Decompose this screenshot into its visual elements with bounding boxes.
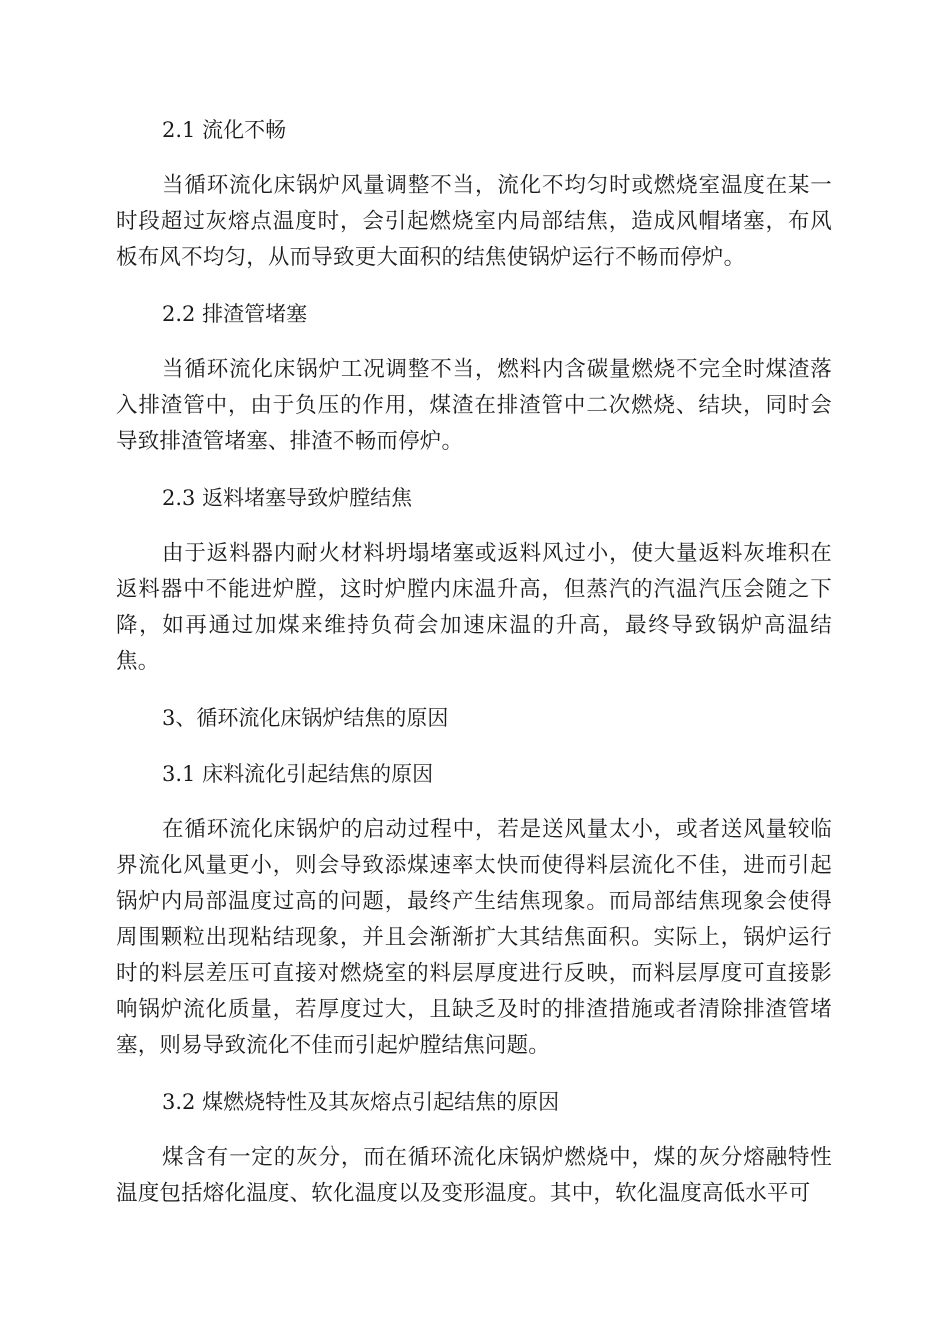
section-heading-3-2: 3.2 煤燃烧特性及其灰熔点引起结焦的原因 bbox=[162, 1090, 560, 1114]
section-heading-2-3: 2.3 返料堵塞导致炉膛结焦 bbox=[162, 486, 413, 510]
document-body bbox=[116, 112, 832, 1232]
section-heading-2-1: 2.1 流化不畅 bbox=[162, 118, 287, 142]
paragraph-3-2: 煤含有一定的灰分，而在循环流化床锅炉燃烧中，煤的灰分熔融特性温度包括熔化温度、软化温度以及变形温度。其中，软化温度高低水平可 bbox=[116, 1145, 832, 1206]
paragraph-2-1: 当循环流化床锅炉风量调整不当，流化不均匀时或燃烧室温度在某一时段超过灰熔点温度时，会引起燃烧室内局部结焦，造成风帽堵塞，布风板布风不均匀，从而导致更大面积的结焦使锅炉运行不畅而停炉。 bbox=[116, 173, 832, 270]
paragraph-2-2: 当循环流化床锅炉工况调整不当，燃料内含碳量燃烧不完全时煤渣落入排渣管中，由于负压的作用，煤渣在排渣管中二次燃烧、结块，同时会导致排渣管堵塞、排渣不畅而停炉。 bbox=[116, 357, 832, 454]
section-heading-3-1: 3.1 床料流化引起结焦的原因 bbox=[162, 762, 434, 786]
paragraph-3-1: 在循环流化床锅炉的启动过程中，若是送风量太小，或者送风量较临界流化风量更小，则会导致添煤速率太快而使得料层流化不佳，进而引起锅炉内局部温度过高的问题，最终产生结焦现象。而局部结焦现象会使得周围颗粒出现粘结现象，并且会渐渐扩大其结焦面积。实际上，锅炉运行时的料层差压可直接对燃烧室的料层厚度进行反映，而料层厚度可直接影响锅炉流化质量，若厚度过大，且缺乏及时的排渣措施或者清除排渣管堵塞，则易导致流化不佳而引起炉膛结焦问题。 bbox=[116, 817, 832, 1058]
section-heading-2-2: 2.2 排渣管堵塞 bbox=[162, 302, 308, 326]
paragraph-2-3: 由于返料器内耐火材料坍塌堵塞或返料风过小，使大量返料灰堆积在返料器中不能进炉膛，这时炉膛内床温升高，但蒸汽的汽温汽压会随之下降，如再通过加煤来维持负荷会加速床温的升高，最终导致锅炉高温结焦。 bbox=[116, 541, 832, 674]
section-heading-3: 3、循环流化床锅炉结焦的原因 bbox=[162, 706, 449, 730]
